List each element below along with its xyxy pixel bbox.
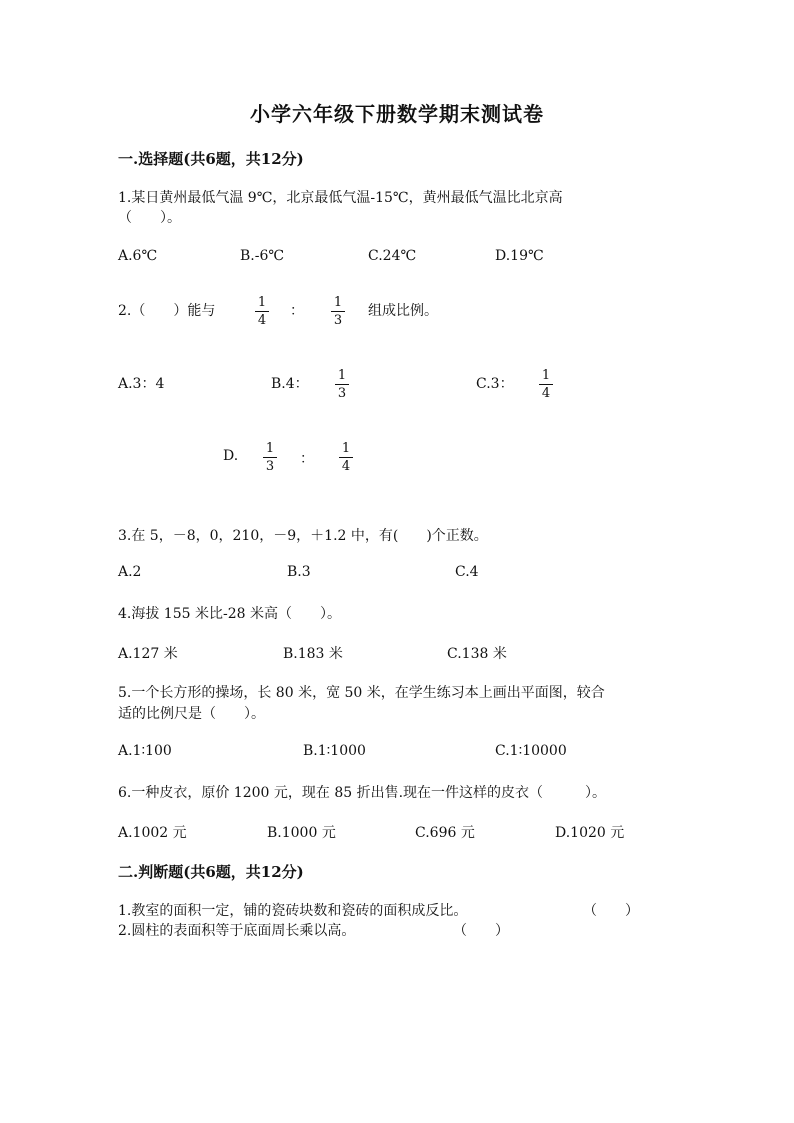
fraction-denominator: 3 xyxy=(333,313,343,328)
question-1-option-d[interactable]: D.19℃ xyxy=(495,248,544,264)
fraction-bar xyxy=(539,384,553,385)
page-title: 小学六年级下册数学期末测试卷 xyxy=(250,102,544,126)
fraction-denominator: 4 xyxy=(257,313,267,328)
question-2-fraction-1 xyxy=(255,295,269,328)
judgement-1-blank[interactable]: （ ） xyxy=(583,903,639,919)
question-5-option-c[interactable]: C.1∶10000 xyxy=(495,743,567,759)
fraction-numerator: 1 xyxy=(265,441,275,456)
fraction-denominator: 3 xyxy=(265,459,275,474)
question-5-blank: 适的比例尺是（ ）。 xyxy=(118,706,265,722)
question-3-option-b[interactable]: B.3 xyxy=(287,564,311,580)
section-heading-judgement: 二.判断题(共6题，共12分) xyxy=(118,863,304,881)
fraction-denominator: 3 xyxy=(337,386,347,401)
question-2-option-b-fraction xyxy=(335,368,349,401)
question-1-text: 1.某日黄州最低气温 9℃，北京最低气温-15℃，黄州最低气温比北京高 xyxy=(118,190,563,206)
fraction-numerator: 1 xyxy=(341,441,351,456)
question-6-option-c[interactable]: C.696 元 xyxy=(415,825,475,841)
question-2-suffix: 组成比例。 xyxy=(368,303,438,319)
question-3-option-c[interactable]: C.4 xyxy=(455,564,479,580)
fraction-denominator: 4 xyxy=(341,459,351,474)
question-1-blank: （ ）。 xyxy=(118,210,181,226)
question-6-option-b[interactable]: B.1000 元 xyxy=(267,825,336,841)
question-2-prefix: 2.（ ）能与 xyxy=(118,303,216,319)
question-4-option-c[interactable]: C.138 米 xyxy=(447,646,507,662)
fraction-denominator: 4 xyxy=(541,386,551,401)
question-3-option-a[interactable]: A.2 xyxy=(118,564,142,580)
fraction-numerator: 1 xyxy=(257,295,267,310)
question-5-option-b[interactable]: B.1∶1000 xyxy=(303,743,366,759)
question-2-option-d-fraction-2 xyxy=(339,441,353,474)
question-4-text: 4.海拔 155 米比-28 米高（ ）。 xyxy=(118,606,341,622)
question-5-text: 5.一个长方形的操场，长 80 米，宽 50 米，在学生练习本上画出平面图，较合 xyxy=(118,685,605,701)
question-1-option-a[interactable]: A.6℃ xyxy=(118,248,158,264)
fraction-numerator: 1 xyxy=(333,295,343,310)
question-2-option-b[interactable]: B.4： xyxy=(271,376,309,392)
judgement-1-text: 1.教室的面积一定，铺的瓷砖块数和瓷砖的面积成反比。 xyxy=(118,903,468,919)
question-2-option-d-fraction-1 xyxy=(263,441,277,474)
section-heading-choice: 一.选择题(共6题，共12分) xyxy=(118,150,304,168)
fraction-numerator: 1 xyxy=(541,368,551,383)
fraction-bar xyxy=(263,457,277,458)
judgement-2-blank[interactable]: （ ） xyxy=(453,923,509,939)
question-4-option-b[interactable]: B.183 米 xyxy=(283,646,343,662)
question-6-option-a[interactable]: A.1002 元 xyxy=(118,825,187,841)
question-2-option-a[interactable]: A.3：4 xyxy=(118,376,165,392)
question-1-option-b[interactable]: B.-6℃ xyxy=(240,248,285,264)
question-1-option-c[interactable]: C.24℃ xyxy=(368,248,417,264)
fraction-bar xyxy=(331,311,345,312)
question-5-option-a[interactable]: A.1∶100 xyxy=(118,743,172,759)
judgement-2-text: 2.圆柱的表面积等于底面周长乘以高。 xyxy=(118,923,356,939)
fraction-bar xyxy=(339,457,353,458)
fraction-bar xyxy=(335,384,349,385)
question-2-option-d-colon: ： xyxy=(300,451,314,467)
fraction-numerator: 1 xyxy=(337,368,347,383)
question-2-option-c-fraction xyxy=(539,368,553,401)
question-2-fraction-2 xyxy=(331,295,345,328)
fraction-bar xyxy=(255,311,269,312)
question-2-option-c[interactable]: C.3： xyxy=(476,376,514,392)
question-3-text: 3.在 5，－8，0，210，－9，＋1.2 中，有( )个正数。 xyxy=(118,528,488,544)
question-6-text: 6.一种皮衣，原价 1200 元，现在 85 折出售.现在一件这样的皮衣（ ）。 xyxy=(118,785,607,801)
question-2-colon: ： xyxy=(290,303,304,319)
question-4-option-a[interactable]: A.127 米 xyxy=(118,646,178,662)
question-2-option-d[interactable]: D. xyxy=(223,448,239,464)
question-6-option-d[interactable]: D.1020 元 xyxy=(555,825,625,841)
